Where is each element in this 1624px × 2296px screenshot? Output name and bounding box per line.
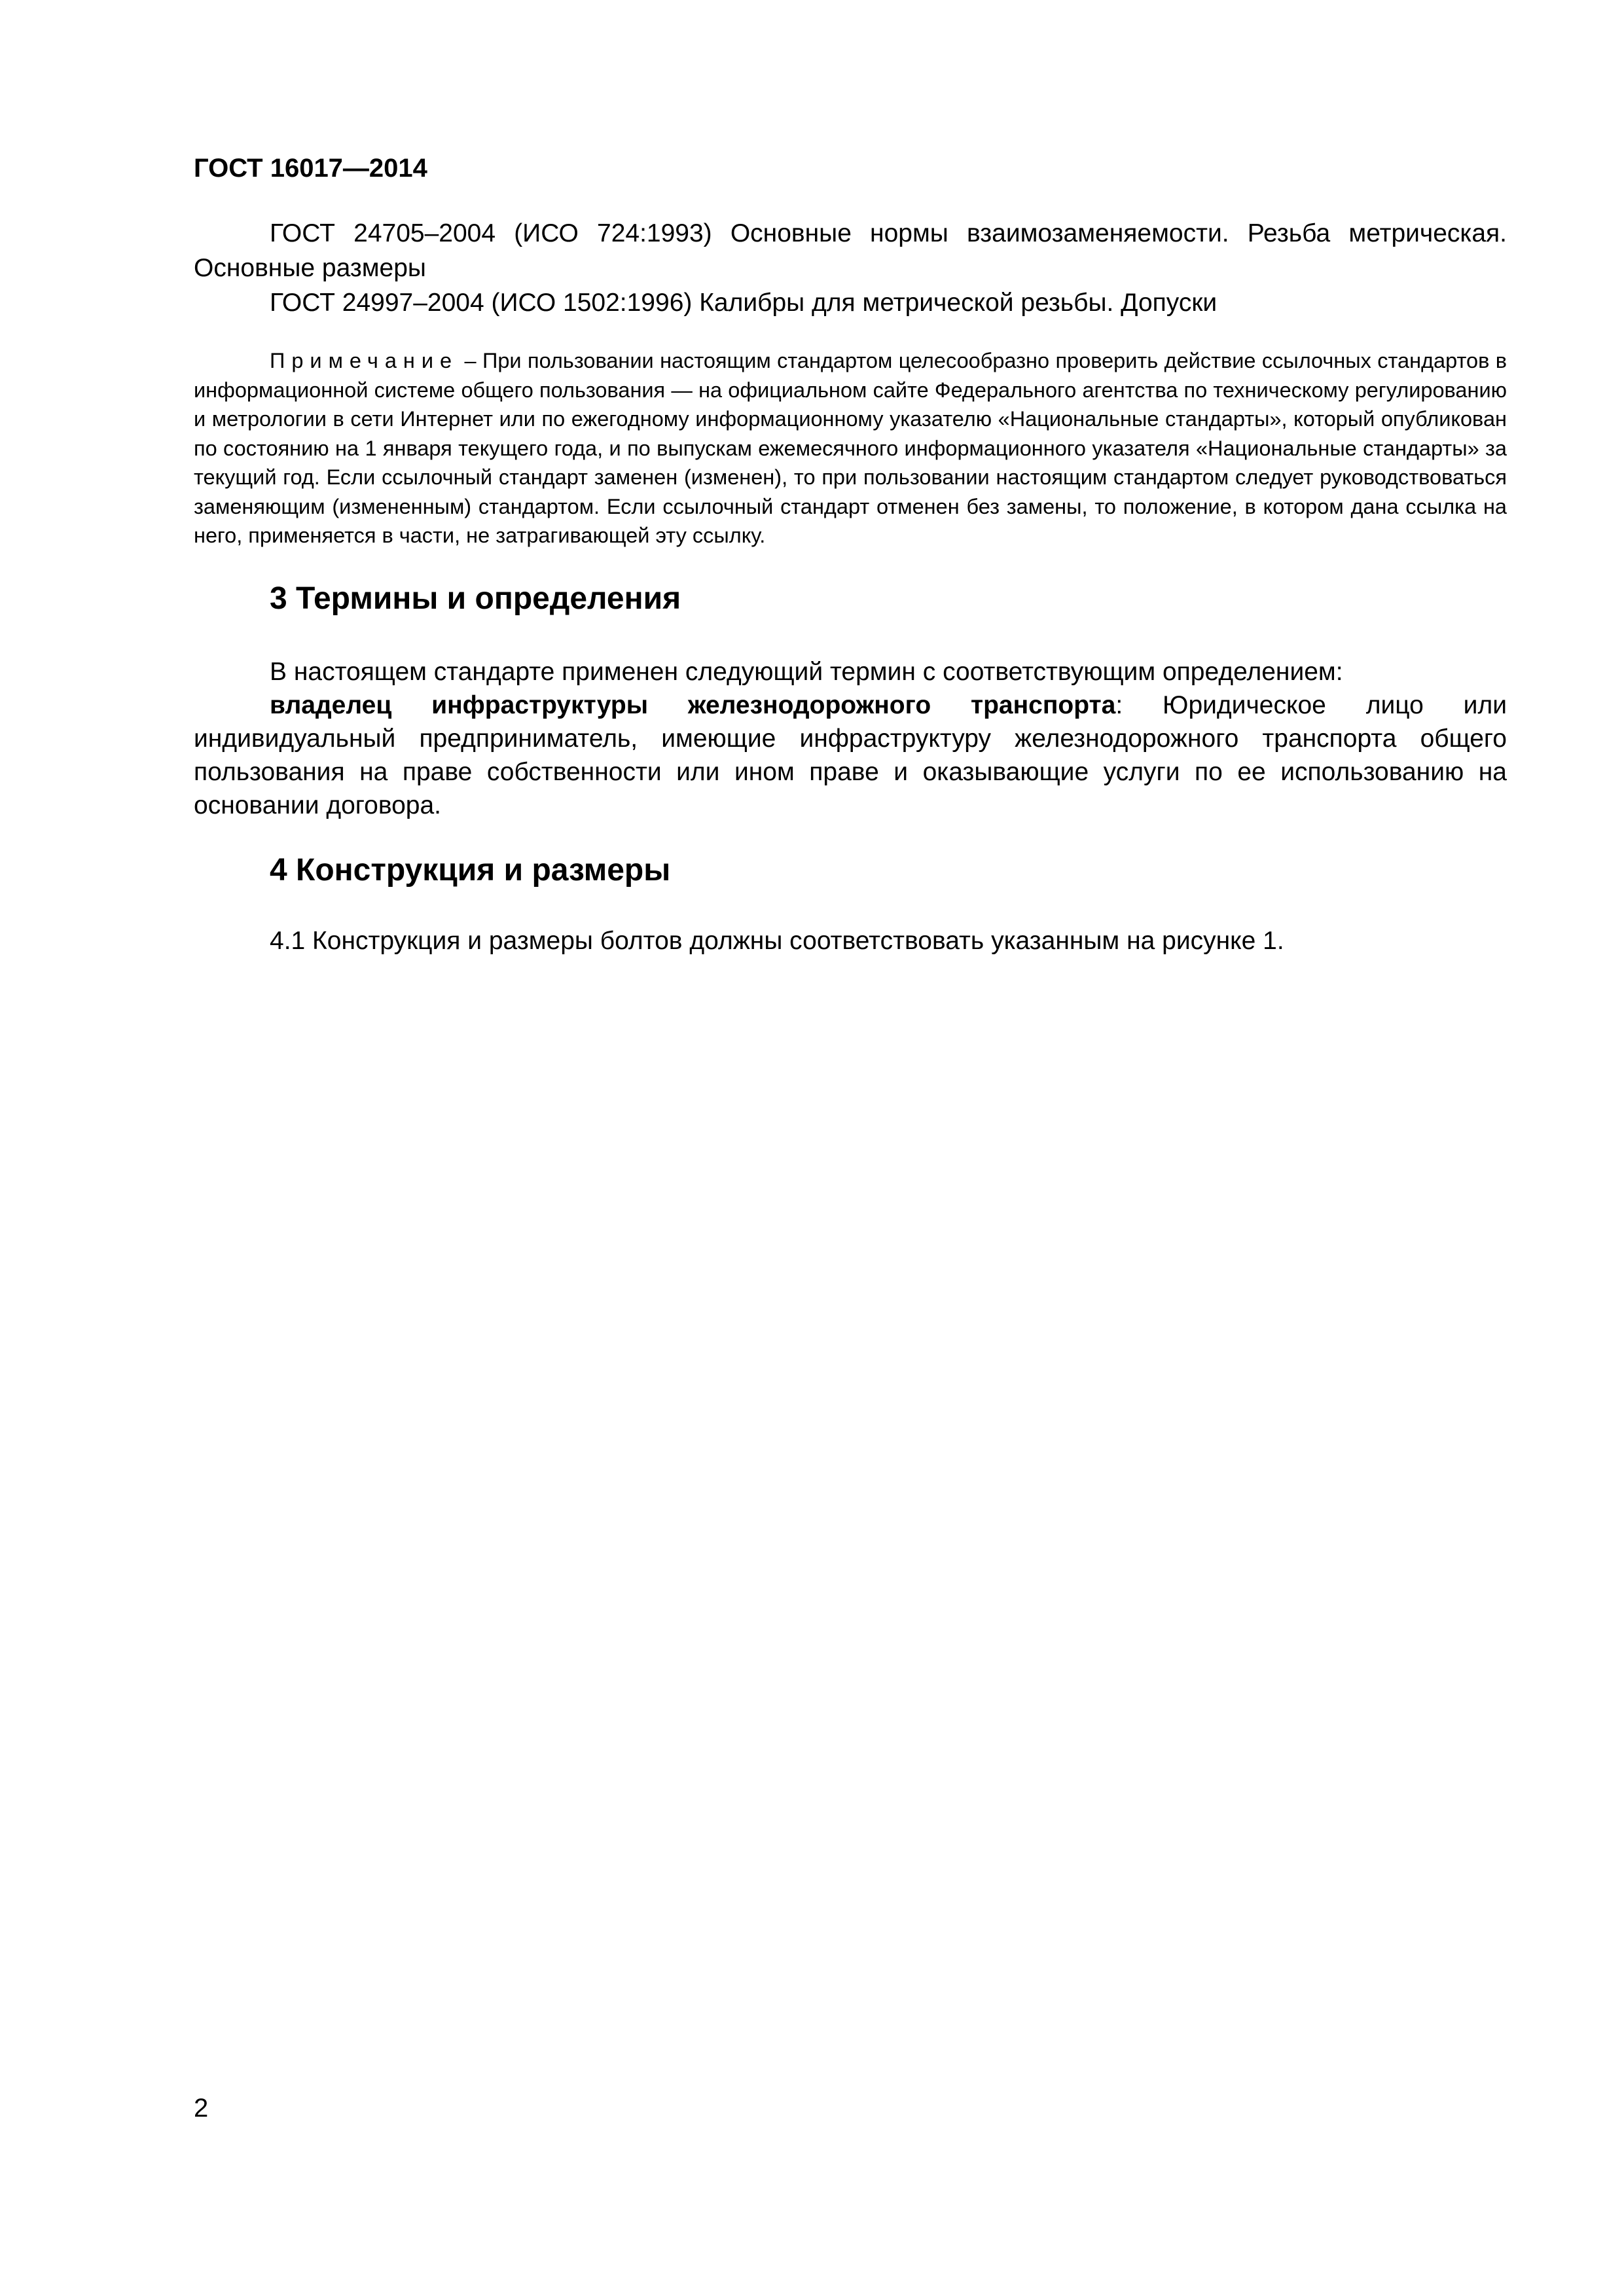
reference-gost-24705: ГОСТ 24705–2004 (ИСО 724:1993) Основные нормы взаимозаменяемости. Резьба метрическая. Основные размеры [194, 219, 1507, 282]
note-paragraph [194, 346, 1507, 550]
note-label: Примечание [270, 349, 459, 372]
defined-term: владелец инфраструктуры железнодорожного транспорта [270, 691, 1116, 719]
definition-text: : Юридическое лицо или индивидуальный предприниматель, имеющие инфраструктуру железнодорожного транспорта общего пользования на праве собственности или ином праве и оказывающие услуги по ее использованию на основании договора. [194, 691, 1507, 819]
page-content [194, 216, 1507, 958]
section-3-heading: 3 Термины и определения [270, 581, 681, 616]
document-code: ГОСТ 16017—2014 [194, 154, 427, 183]
section-4-heading: 4 Конструкция и размеры [270, 852, 671, 888]
reference-gost-24997: ГОСТ 24997–2004 (ИСО 1502:1996) Калибры для метрической резьбы. Допуски [270, 289, 1218, 317]
clause-4-1: 4.1 Конструкция и размеры болтов должны соответствовать указанным на рисунке 1. [270, 926, 1284, 955]
term-definition [194, 689, 1507, 822]
page-number: 2 [194, 2094, 209, 2123]
note-text: – При пользовании настоящим стандартом целесообразно проверить действие ссылочных стандартов в информационной системе общего пользования — на официальном сайте Федерального агентства по техническому регулированию и метрологии в сети Интернет или по ежегодному информационному указателю «Национальные стандарты», который опубликован по состоянию на 1 января текущего года, и по выпускам ежемесячного информационного указателя «Национальные стандарты» за текущий год. Если ссылочный стандарт заменен (изменен), то при пользовании настоящим стандартом следует руководствоваться заменяющим (измененным) стандартом. Если ссылочный стандарт отменен без замены, то положение, в котором дана ссылка на него, применяется в части, не затрагивающей эту ссылку. [194, 349, 1507, 547]
section-3-intro: В настоящем стандарте применен следующий термин с соответствующим определением: [270, 657, 1343, 686]
